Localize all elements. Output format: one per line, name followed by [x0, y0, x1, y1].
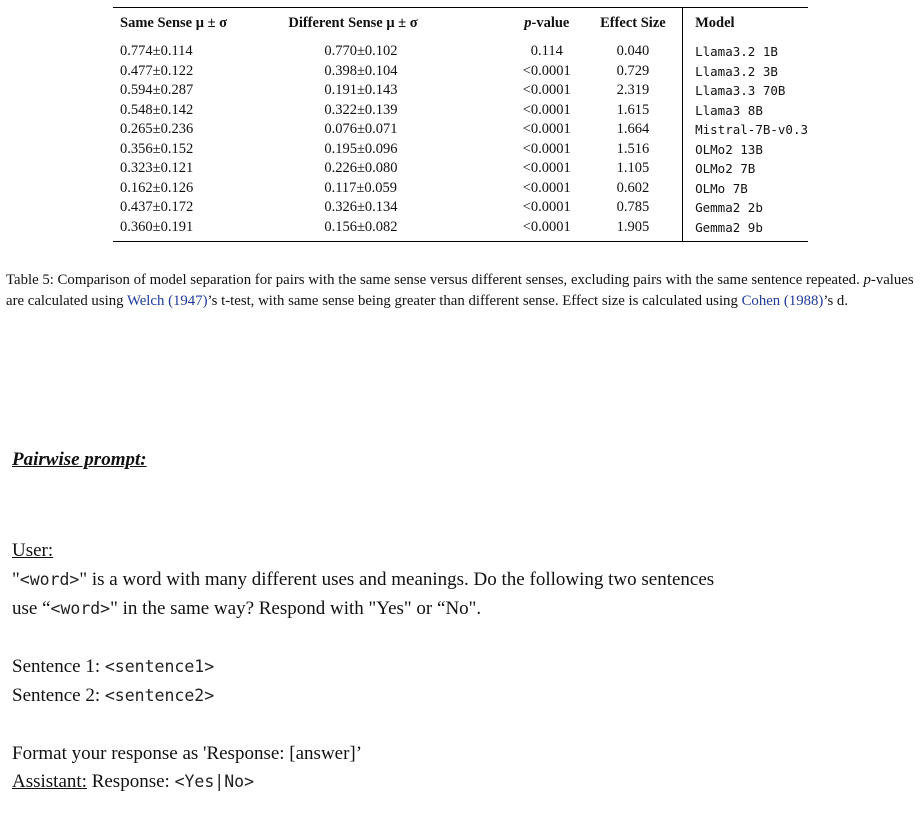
cell-effect-size: 1.615 — [616, 101, 650, 118]
cell-model: Llama3 8B — [683, 101, 808, 121]
sentence-1-placeholder: <sentence1> — [104, 657, 215, 676]
format-instruction: Format your response as 'Response: [answer]’ — [12, 743, 363, 764]
cell-same-sense: 0.360±0.191 — [120, 218, 194, 235]
assistant-label: Assistant: — [12, 771, 87, 792]
cell-effect-size: 2.319 — [616, 82, 650, 99]
cell-p-value: <0.0001 — [522, 101, 571, 118]
cell-same-sense: 0.162±0.126 — [120, 179, 194, 196]
sentence-1-label: Sentence 1: — [12, 656, 105, 677]
cell-different-sense: 0.195±0.096 — [324, 140, 398, 157]
table-row — [113, 38, 808, 62]
caption-text-2: -values are calculated using — [6, 272, 914, 309]
cell-p-value: 0.114 — [530, 43, 563, 60]
cell-different-sense: 0.770±0.102 — [324, 43, 398, 60]
sentence-2-line — [12, 685, 214, 707]
prompt-title: Pairwise prompt: — [12, 449, 147, 470]
cell-same-sense: 0.437±0.172 — [120, 199, 194, 216]
cell-effect-size: 1.105 — [616, 160, 650, 177]
table-row — [113, 179, 808, 199]
table-header-row — [113, 8, 808, 38]
cell-same-sense: 0.477±0.122 — [120, 62, 194, 79]
cell-effect-size: 0.040 — [616, 43, 650, 60]
sentence-2-placeholder: <sentence2> — [104, 686, 215, 705]
cell-p-value: <0.0001 — [522, 140, 571, 157]
cell-model: Mistral-7B-v0.3 — [683, 120, 808, 140]
caption-text-3: ’s t-test, with same sense being greater than different sense. Effect size is calculated using — [207, 293, 742, 309]
word-placeholder-1: <word> — [19, 570, 80, 589]
table-row — [113, 159, 808, 179]
cell-different-sense: 0.191±0.143 — [324, 82, 398, 99]
cell-different-sense: 0.326±0.134 — [324, 199, 398, 216]
cell-same-sense: 0.594±0.287 — [120, 82, 194, 99]
table-row — [113, 218, 808, 242]
citation-cohen-link[interactable]: Cohen — [741, 293, 781, 309]
header-p-value — [510, 8, 584, 38]
q2-open: use “ — [12, 598, 51, 619]
cell-p-value: <0.0001 — [522, 121, 571, 138]
prompt-line-2 — [12, 598, 481, 620]
cell-p-value: <0.0001 — [522, 218, 571, 235]
caption-text-4: ’s d. — [823, 293, 849, 309]
prompt-line-1 — [12, 569, 714, 591]
assistant-text: Response: — [86, 771, 175, 792]
caption-text-1: Table 5: Comparison of model separation for pairs with the same sense versus different senses, excluding pairs with the same sentence repeated. — [6, 272, 864, 288]
header-model: Model — [683, 8, 808, 38]
header-same-sense: Same Sense μ ± σ — [120, 14, 228, 31]
table-grid — [113, 8, 808, 241]
cell-effect-size: 1.516 — [616, 140, 650, 157]
cell-effect-size: 0.785 — [616, 199, 650, 216]
cell-p-value: <0.0001 — [522, 199, 571, 216]
cell-same-sense: 0.265±0.236 — [120, 121, 194, 138]
table-row — [113, 101, 808, 121]
citation-cohen-year-link[interactable]: (1988) — [783, 293, 824, 309]
cell-p-value: <0.0001 — [522, 62, 571, 79]
cell-same-sense: 0.356±0.152 — [120, 140, 194, 157]
table-row — [113, 198, 808, 218]
caption-p-italic: p — [863, 272, 871, 288]
cell-effect-size: 1.664 — [616, 121, 650, 138]
table-row — [113, 81, 808, 101]
header-different-sense: Different Sense μ ± σ — [288, 14, 418, 31]
cell-effect-size: 0.602 — [616, 179, 650, 196]
cell-same-sense: 0.774±0.114 — [120, 43, 193, 60]
sentence-1-line — [12, 656, 214, 678]
header-p-rest: -value — [531, 14, 570, 31]
cell-effect-size: 1.905 — [616, 218, 650, 235]
q1-rest: " is a word with many different uses and meanings. Do the following two sentences — [79, 569, 715, 590]
cell-different-sense: 0.117±0.059 — [324, 179, 398, 196]
cell-effect-size: 0.729 — [616, 62, 650, 79]
cell-different-sense: 0.226±0.080 — [324, 160, 398, 177]
cell-different-sense: 0.076±0.071 — [324, 121, 398, 138]
q1-open: " — [12, 569, 20, 590]
table-row — [113, 140, 808, 160]
results-table — [113, 7, 808, 242]
table-body — [113, 38, 808, 241]
word-placeholder-2: <word> — [50, 599, 111, 618]
assistant-line — [12, 771, 254, 793]
cell-different-sense: 0.156±0.082 — [324, 218, 398, 235]
citation-welch-year-link[interactable]: (1947) — [168, 293, 208, 309]
cell-same-sense: 0.323±0.121 — [120, 160, 194, 177]
cell-different-sense: 0.322±0.139 — [324, 101, 398, 118]
table-row — [113, 62, 808, 82]
cell-model: Llama3.3 70B — [683, 81, 808, 101]
cell-model: OLMo2 7B — [683, 159, 808, 179]
header-p-italic: p — [524, 14, 532, 31]
cell-p-value: <0.0001 — [522, 179, 571, 196]
cell-p-value: <0.0001 — [522, 82, 571, 99]
cell-model: Gemma2 2b — [683, 198, 808, 218]
table-caption — [6, 270, 918, 312]
cell-model: OLMo 7B — [683, 179, 808, 199]
cell-model: OLMo2 13B — [683, 140, 808, 160]
table-row — [113, 120, 808, 140]
cell-p-value: <0.0001 — [522, 160, 571, 177]
sentence-2-label: Sentence 2: — [12, 685, 105, 706]
cell-model: Llama3.2 1B — [683, 38, 808, 62]
table-bottom-rule — [113, 241, 808, 242]
cell-model: Gemma2 9b — [683, 218, 808, 242]
assistant-placeholder: <Yes|No> — [174, 772, 255, 791]
user-label: User: — [12, 540, 54, 561]
header-effect-size: Effect Size — [600, 14, 666, 31]
cell-same-sense: 0.548±0.142 — [120, 101, 194, 118]
cell-different-sense: 0.398±0.104 — [324, 62, 398, 79]
q2-rest: " in the same way? Respond with "Yes" or “No". — [110, 598, 482, 619]
citation-welch-link[interactable]: Welch — [126, 293, 165, 309]
cell-model: Llama3.2 3B — [683, 62, 808, 82]
